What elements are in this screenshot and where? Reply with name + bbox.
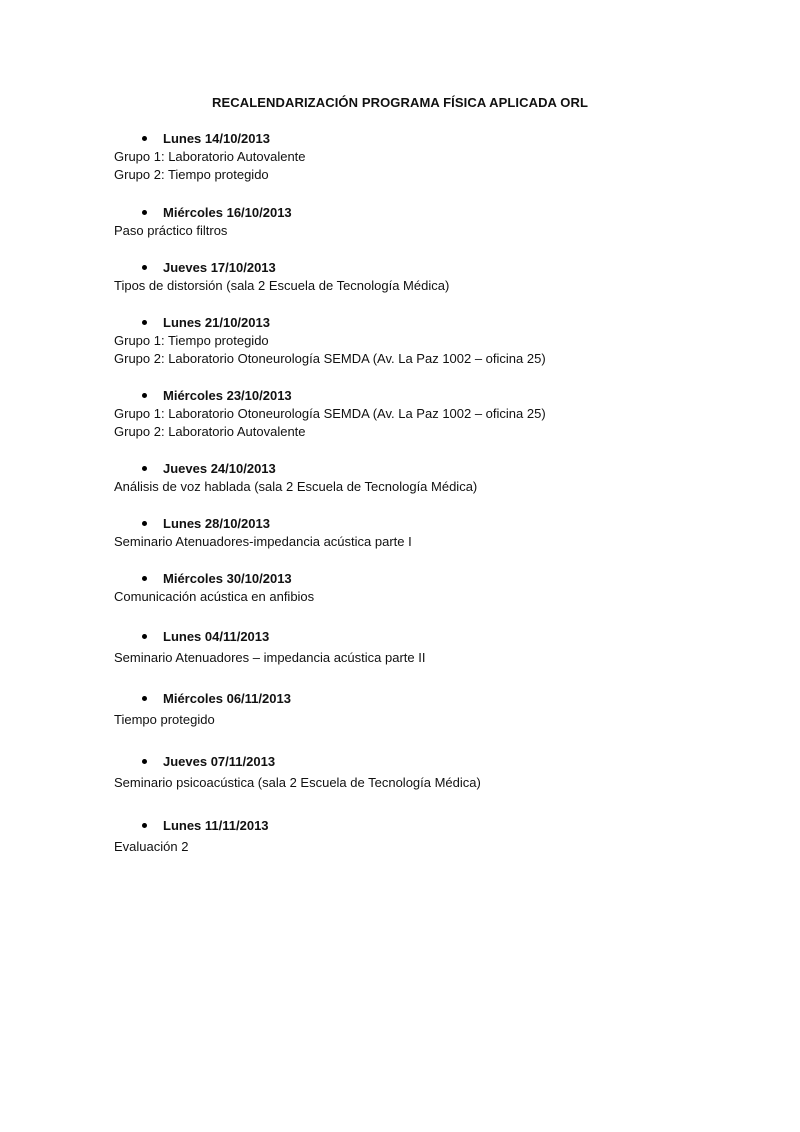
entry-heading xyxy=(114,515,774,533)
entry-date: Miércoles 23/10/2013 xyxy=(163,388,292,403)
entry-date: Miércoles 30/10/2013 xyxy=(163,571,292,586)
entry-line: Grupo 1: Laboratorio Autovalente xyxy=(114,149,306,164)
schedule-entry xyxy=(114,817,774,856)
entry-line: Seminario Atenuadores-impedancia acústica parte I xyxy=(114,534,412,549)
entry-line: Grupo 2: Tiempo protegido xyxy=(114,167,269,182)
schedule-entry xyxy=(114,753,774,792)
entry-line: Tipos de distorsión (sala 2 Escuela de Tecnología Médica) xyxy=(114,278,450,293)
bullet-icon xyxy=(142,696,147,701)
schedule-entry xyxy=(114,314,774,368)
bullet-icon xyxy=(142,320,147,325)
schedule-entry xyxy=(114,570,774,606)
schedule-entry xyxy=(114,259,774,295)
entry-date: Lunes 11/11/2013 xyxy=(163,818,269,833)
bullet-icon xyxy=(142,823,147,828)
schedule-entry xyxy=(114,690,774,729)
entry-date: Jueves 07/11/2013 xyxy=(163,754,276,769)
entry-heading xyxy=(114,753,774,771)
entry-line: Grupo 2: Laboratorio Otoneurología SEMDA (Av. La Paz 1002 – oficina 25) xyxy=(114,351,546,366)
entry-line: Evaluación 2 xyxy=(114,839,189,854)
entry-heading xyxy=(114,570,774,588)
entry-heading xyxy=(114,314,774,332)
entry-heading xyxy=(114,690,774,708)
schedule-entry xyxy=(114,515,774,551)
entry-date: Lunes 28/10/2013 xyxy=(163,516,270,531)
schedule-entry xyxy=(114,204,774,240)
entry-heading xyxy=(114,204,774,222)
entry-date: Miércoles 16/10/2013 xyxy=(163,205,292,220)
bullet-icon xyxy=(142,576,147,581)
entry-heading xyxy=(114,817,774,835)
schedule-entry xyxy=(114,628,774,667)
entry-date: Lunes 14/10/2013 xyxy=(163,131,270,146)
bullet-icon xyxy=(142,466,147,471)
page-title: RECALENDARIZACIÓN PROGRAMA FÍSICA APLICADA ORL xyxy=(211,95,589,110)
entry-date: Jueves 24/10/2013 xyxy=(163,461,276,476)
schedule-entry xyxy=(114,460,774,496)
entry-line: Análisis de voz hablada (sala 2 Escuela de Tecnología Médica) xyxy=(114,479,478,494)
entry-date: Miércoles 06/11/2013 xyxy=(163,691,291,706)
bullet-icon xyxy=(142,265,147,270)
entry-line: Tiempo protegido xyxy=(114,712,215,727)
bullet-icon xyxy=(142,759,147,764)
entry-line: Seminario psicoacústica (sala 2 Escuela de Tecnología Médica) xyxy=(114,775,481,790)
entry-line: Grupo 1: Laboratorio Otoneurología SEMDA (Av. La Paz 1002 – oficina 25) xyxy=(114,406,546,421)
entry-date: Lunes 21/10/2013 xyxy=(163,315,270,330)
entry-heading xyxy=(114,628,774,646)
entry-date: Lunes 04/11/2013 xyxy=(163,629,270,644)
bullet-icon xyxy=(142,210,147,215)
bullet-icon xyxy=(142,521,147,526)
entry-heading xyxy=(114,130,774,148)
entry-heading xyxy=(114,387,774,405)
entry-line: Paso práctico filtros xyxy=(114,223,228,238)
bullet-icon xyxy=(142,634,147,639)
bullet-icon xyxy=(142,136,147,141)
entry-line: Grupo 2: Laboratorio Autovalente xyxy=(114,424,306,439)
schedule-entry xyxy=(114,130,774,184)
schedule-entry xyxy=(114,387,774,441)
entry-heading xyxy=(114,259,774,277)
entry-heading xyxy=(114,460,774,478)
entry-date: Jueves 17/10/2013 xyxy=(163,260,276,275)
bullet-icon xyxy=(142,393,147,398)
entry-line: Comunicación acústica en anfibios xyxy=(114,589,315,604)
entry-line: Seminario Atenuadores – impedancia acústica parte II xyxy=(114,650,426,665)
entry-line: Grupo 1: Tiempo protegido xyxy=(114,333,269,348)
